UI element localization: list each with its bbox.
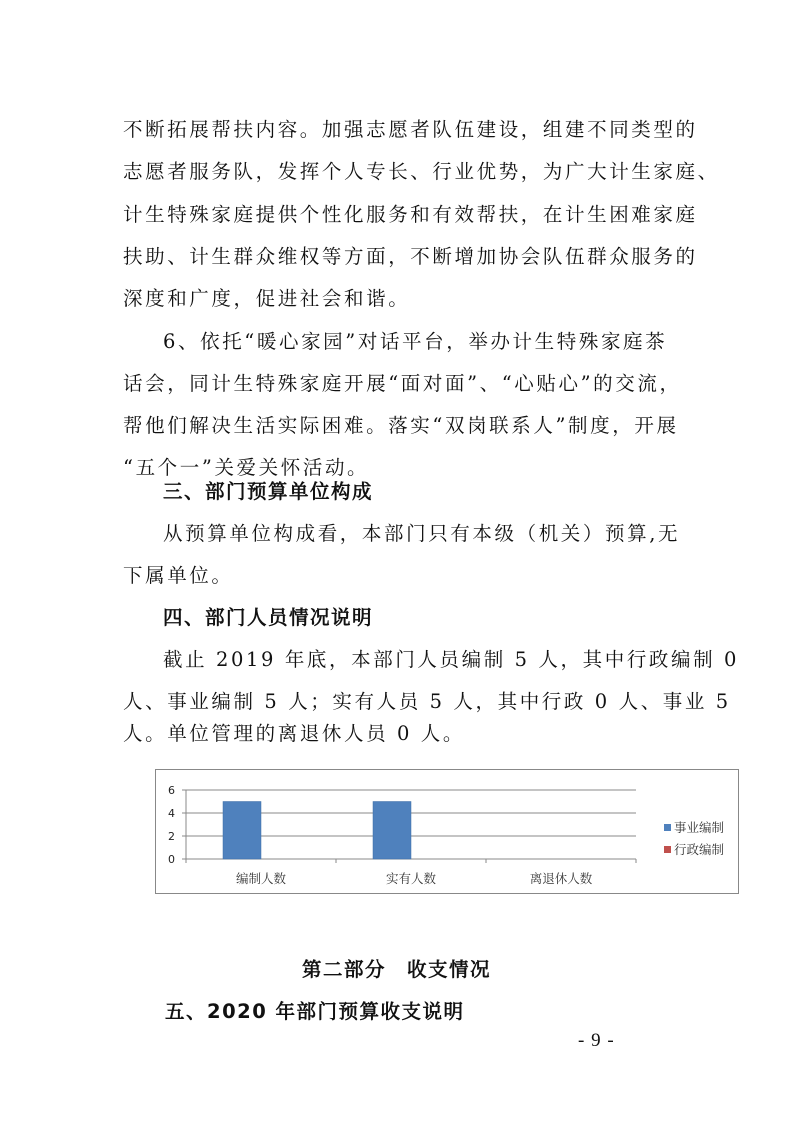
para2-line-1: 6、依托“暖心家园”对话平台，举办计生特殊家庭茶 (163, 330, 668, 353)
section5-heading: 五、2020 年部门预算收支说明 (165, 1000, 465, 1023)
section4-line-2: 人、事业编制 5 人；实有人员 5 人，其中行政 0 人、事业 5 (123, 690, 731, 713)
bar-事业编制-实有人数 (373, 802, 411, 860)
para1-line-4: 扶助、计生群众维权等方面，不断增加协会队伍群众服务的 (123, 245, 698, 268)
x-tick-label: 实有人数 (385, 871, 437, 886)
y-tick-label: 0 (168, 853, 175, 866)
para1-line-2: 志愿者服务队，发挥个人专长、行业优势，为广大计生家庭、 (123, 160, 720, 183)
chart-legend (664, 816, 724, 860)
x-tick-label: 编制人数 (235, 871, 287, 886)
para1-line-1: 不断拓展帮扶内容。加强志愿者队伍建设，组建不同类型的 (123, 118, 698, 141)
chart-canvas (156, 770, 738, 893)
para1-line-3: 计生特殊家庭提供个性化服务和有效帮扶，在计生困难家庭 (123, 203, 698, 226)
legend-swatch-blue-icon (664, 824, 671, 831)
legend-label: 事业编制 (674, 820, 725, 835)
staffing-chart (155, 769, 739, 894)
legend-swatch-red-icon (664, 846, 671, 853)
para1-line-5: 深度和广度，促进社会和谐。 (123, 287, 411, 310)
section3-heading: 三、部门预算单位构成 (163, 480, 374, 503)
legend-item-shiye (664, 816, 724, 838)
bar-事业编制-编制人数 (223, 802, 261, 860)
section4-line-3: 人。单位管理的离退休人员 0 人。 (123, 722, 466, 745)
section4-line-1: 截止 2019 年底，本部门人员编制 5 人，其中行政编制 0 (163, 648, 740, 671)
part2-title: 第二部分 收支情况 (301, 958, 491, 981)
legend-label: 行政编制 (674, 842, 725, 857)
para2-line-3: 帮他们解决生活实际困难。落实“双岗联系人”制度，开展 (123, 414, 679, 437)
legend-item-xingzheng (664, 838, 724, 860)
para2-line-4: “五个一”关爱关怀活动。 (123, 456, 370, 479)
y-tick-label: 4 (168, 807, 175, 820)
x-tick-label: 离退休人数 (529, 871, 593, 886)
y-tick-label: 6 (168, 784, 175, 797)
page-number: - 9 - (578, 1030, 615, 1051)
section3-line-1: 从预算单位构成看，本部门只有本级（机关）预算,无 (163, 522, 681, 545)
y-tick-label: 2 (168, 830, 175, 843)
section4-heading: 四、部门人员情况说明 (163, 606, 374, 629)
para2-line-2: 话会，同计生特殊家庭开展“面对面”、“心贴心”的交流， (123, 372, 682, 395)
section3-line-2: 下属单位。 (123, 564, 234, 587)
